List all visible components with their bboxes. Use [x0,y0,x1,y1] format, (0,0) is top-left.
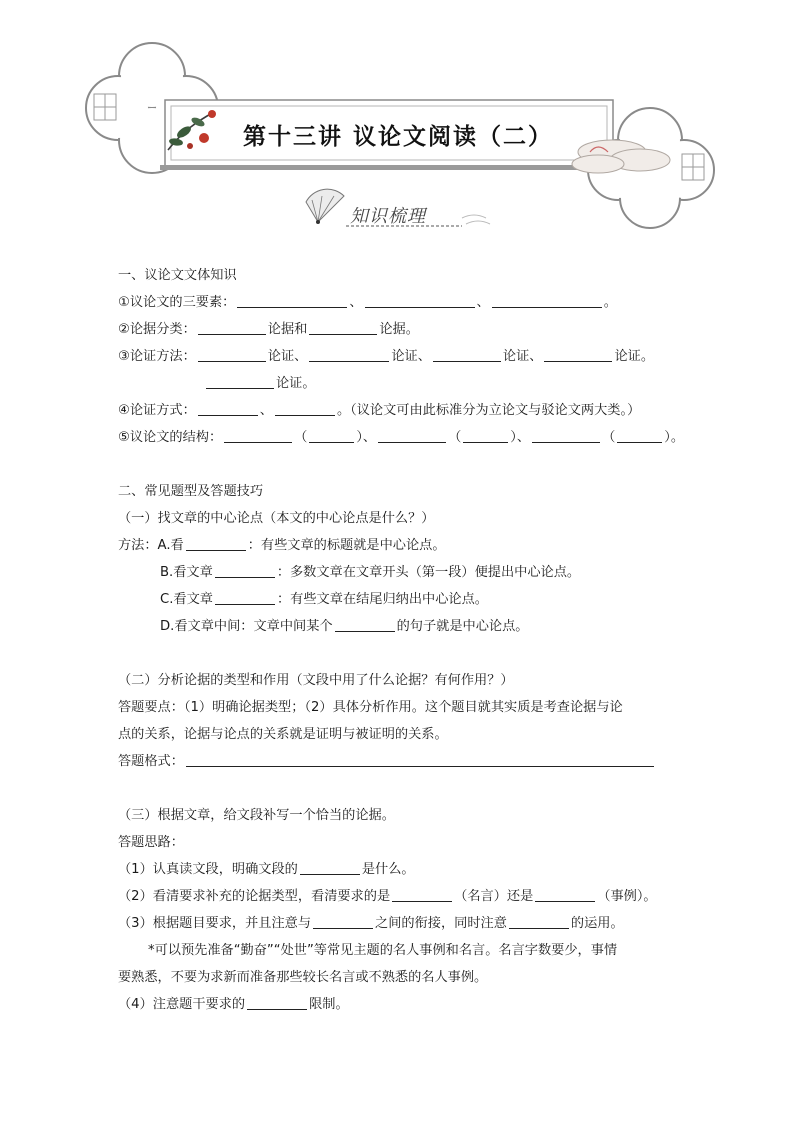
q3-title: （三）根据文章，给文段补写一个恰当的论据。 [118,808,395,823]
q2-format: 答题格式： [118,748,693,775]
answer-blank[interactable] [463,426,508,443]
item-evidence-types: ②论据分类： 论据和 论据。 [118,316,693,343]
answer-blank[interactable] [309,345,389,362]
answer-blank[interactable] [215,561,275,578]
answer-blank[interactable] [237,291,347,308]
answer-blank[interactable] [198,399,258,416]
answer-blank[interactable] [532,426,600,443]
answer-blank[interactable] [247,993,307,1010]
answer-blank[interactable] [492,291,602,308]
answer-blank[interactable] [313,912,373,929]
answer-blank[interactable] [544,345,612,362]
q3-step2: （2）看清要求补充的论据类型，看清要求的是 （名言）还是 （事例）。 [118,883,693,910]
q3-note-line1: *可以预先准备“勤奋”“处世”等常见主题的名人事例和名言。名言字数要少，事情 [148,943,618,958]
part2-heading: 二、常见题型及答题技巧 [118,484,264,499]
answer-blank[interactable] [535,885,595,902]
answer-blank[interactable] [275,399,335,416]
method-a: 方法：A.看 ：有些文章的标题就是中心论点。 [118,532,693,559]
q1-title: （一）找文章的中心论点（本文的中心论点是什么？） [118,511,435,526]
q2-points-line1: 答题要点：（1）明确论据类型；（2）具体分析作用。这个题目就其实质是考查论据与论 [118,700,623,715]
item-structure: ⑤议论文的结构： （ ）、 （ ）、 （ ）。 [118,424,693,451]
method-c: C.看文章 ：有些文章在结尾归纳出中心论点。 [118,586,693,613]
answer-blank[interactable] [335,615,395,632]
answer-blank[interactable] [198,318,266,335]
answer-blank[interactable] [186,750,654,767]
answer-blank[interactable] [392,885,452,902]
item-argument-methods: ③论证方法： 论证、 论证、 论证、 论证。 [118,343,693,370]
fan-icon [306,189,344,224]
section-badge: 知识梳理 [350,206,426,227]
q2-points-line2: 点的关系，论据与论点的关系就是证明与被证明的关系。 [118,727,448,742]
answer-blank[interactable] [309,318,377,335]
answer-blank[interactable] [215,588,275,605]
q3-approach: 答题思路： [118,835,184,850]
answer-blank[interactable] [186,534,246,551]
item-argument-methods-cont: 论证。 [118,370,693,397]
answer-blank[interactable] [300,858,360,875]
answer-blank[interactable] [378,426,446,443]
answer-blank[interactable] [617,426,662,443]
answer-blank[interactable] [198,345,266,362]
q3-step1: （1）认真读文段，明确文段的 是什么。 [118,856,693,883]
item-three-elements: ①议论文的三要素： 、 、 。 [118,289,693,316]
document-body [118,262,693,1018]
method-d: D.看文章中间：文章中间某个 的句子就是中心论点。 [118,613,693,640]
item-argument-modes: ④论证方式： 、 。（议论文可由此标准分为立论文与驳论文两大类。） [118,397,693,424]
answer-blank[interactable] [206,372,274,389]
answer-blank[interactable] [509,912,569,929]
answer-blank[interactable] [365,291,475,308]
page-title: 第十三讲 议论文阅读（二） [242,123,553,150]
answer-blank[interactable] [433,345,501,362]
answer-blank[interactable] [309,426,354,443]
q3-step4: （4）注意题干要求的 限制。 [118,991,693,1018]
part1-heading: 一、议论文文体知识 [118,268,237,283]
method-b: B.看文章 ：多数文章在文章开头（第一段）便提出中心论点。 [118,559,693,586]
answer-blank[interactable] [224,426,292,443]
q3-note-line2: 要熟悉，不要为求新而准备那些较长名言或不熟悉的名人事例。 [118,970,488,985]
q2-title: （二）分析论据的类型和作用（文段中用了什么论据？有何作用？） [118,673,514,688]
q3-step3: （3）根据题目要求，并且注意与 之间的衔接，同时注意 的运用。 [118,910,693,937]
